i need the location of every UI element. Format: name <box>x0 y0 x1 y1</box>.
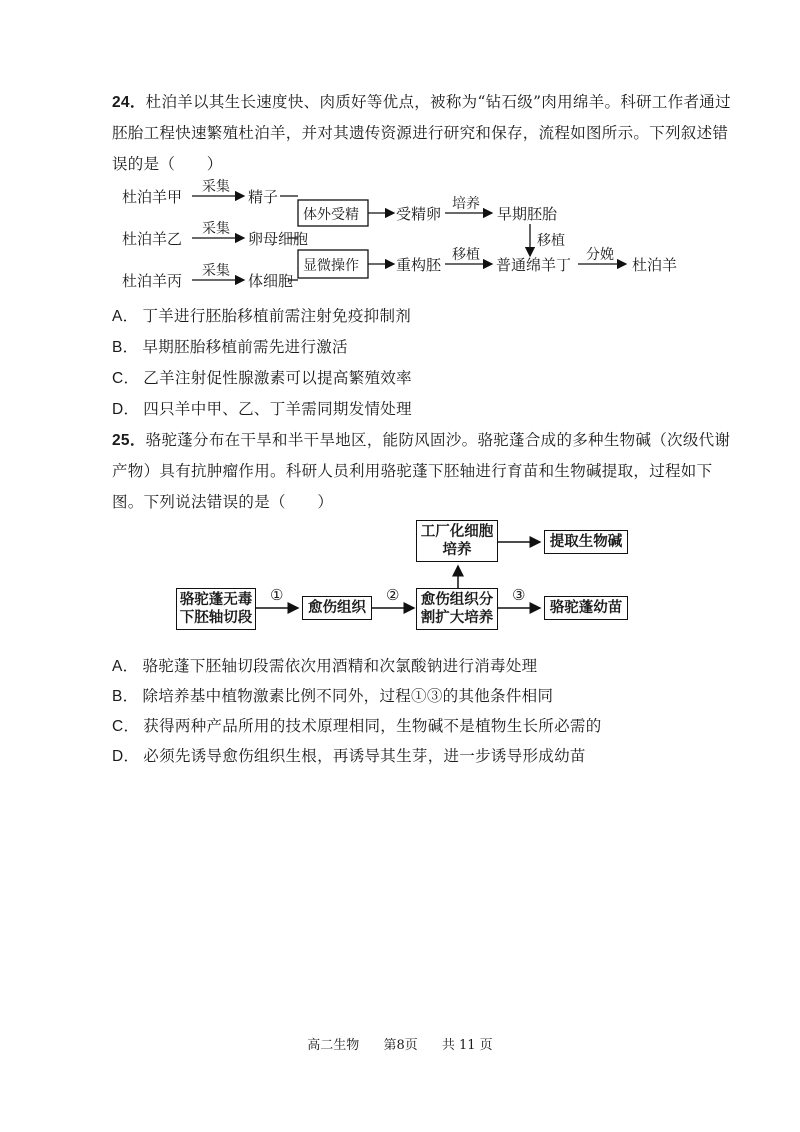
fertilized-egg-label: 受精卵 <box>396 205 442 223</box>
option-text: 除培养基中植物激素比例不同外，过程①③的其他条件相同 <box>142 687 554 705</box>
q25-text-line3: 图。下列说法错误的是（ ） <box>112 493 334 511</box>
transplant-label-vertical: 移植 <box>537 233 565 249</box>
transplant-label-horizontal: 移植 <box>452 247 480 263</box>
collect-label-a: 采集 <box>202 179 230 195</box>
q25-option-d <box>112 744 586 766</box>
collect-label-c: 采集 <box>202 263 230 279</box>
box-line: 工厂化细胞 <box>420 523 494 540</box>
box-line: 下胚轴切段 <box>179 609 253 626</box>
hypocotyl-segment-box <box>176 588 256 630</box>
sheep-a-label: 杜泊羊甲 <box>122 188 183 206</box>
somatic-cell-label: 体细胞 <box>248 272 294 290</box>
callus-box: 愈伤组织 <box>302 596 372 620</box>
sperm-label: 精子 <box>248 188 279 206</box>
q24-text-line2: 胚胎工程快速繁殖杜泊羊，并对其遗传资源进行研究和保存，流程如图所示。下列叙述错 <box>112 124 729 142</box>
step-1-marker: ① <box>270 586 284 604</box>
option-label: C． <box>112 718 140 735</box>
birth-label: 分娩 <box>586 247 614 263</box>
q24-number: 24． <box>112 94 146 111</box>
option-label: B． <box>112 339 139 356</box>
sheep-c-label: 杜泊羊丙 <box>122 272 183 290</box>
collect-label-b: 采集 <box>202 221 230 237</box>
option-label: A． <box>112 658 139 675</box>
box-line: 割扩大培养 <box>420 609 494 626</box>
callus-division-box <box>416 588 498 630</box>
option-label: D． <box>112 748 140 765</box>
option-text: 早期胚胎移植前需先进行激活 <box>142 338 348 356</box>
box-line: 愈伤组织分 <box>420 591 494 608</box>
early-embryo-label: 早期胚胎 <box>497 205 558 223</box>
option-text: 丁羊进行胚胎移植前需注射免疫抑制剂 <box>142 307 412 325</box>
q25-option-a <box>112 654 537 676</box>
q25-text-line2: 产物）具有抗肿瘤作用。科研人员利用骆驼蓬下胚轴进行育苗和生物碱提取，过程如下 <box>112 462 713 480</box>
reconstructed-embryo-label: 重构胚 <box>396 256 442 274</box>
ivf-box-label: 体外受精 <box>303 207 359 223</box>
step-2-marker: ② <box>386 586 400 604</box>
option-label: D． <box>112 401 140 418</box>
footer-subject: 高二生物 <box>307 1038 360 1053</box>
q25-option-b <box>112 684 553 706</box>
oocyte-label: 卵母细胞 <box>248 230 309 248</box>
footer-total-pages: 共 11 页 <box>441 1038 493 1053</box>
option-text: 乙羊注射促性腺激素可以提高繁殖效率 <box>143 369 412 387</box>
q25-option-c <box>112 714 602 736</box>
q24-line1-text: 杜泊羊以其生长速度快、肉质好等优点，被称为“钻石级”肉用绵羊。科研工作者通过 <box>145 93 731 111</box>
option-text: 必须先诱导愈伤组织生根，再诱导其生芽，进一步诱导形成幼苗 <box>143 747 586 765</box>
q25-number: 25． <box>112 432 146 449</box>
box-line: 骆驼蓬无毒 <box>179 591 253 608</box>
culture-label: 培养 <box>452 196 480 212</box>
option-text: 四只羊中甲、乙、丁羊需同期发情处理 <box>143 400 412 418</box>
dorper-sheep-label: 杜泊羊 <box>632 256 678 274</box>
extract-alkaloid-box: 提取生物碱 <box>544 530 628 554</box>
option-label: C． <box>112 370 140 387</box>
micromanipulation-box-label: 显微操作 <box>303 258 359 274</box>
option-text: 骆驼蓬下胚轴切段需依次用酒精和次氯酸钠进行消毒处理 <box>142 657 538 675</box>
q24-text-line3: 误的是（ ） <box>112 155 223 173</box>
step-3-marker: ③ <box>512 586 526 604</box>
sheep-d-label: 普通绵羊丁 <box>496 256 572 274</box>
footer-page-number: 第8页 <box>383 1038 418 1053</box>
seedling-box: 骆驼蓬幼苗 <box>544 596 628 620</box>
option-text: 获得两种产品所用的技术原理相同，生物碱不是植物生长所必需的 <box>143 717 602 735</box>
option-label: B． <box>112 688 139 705</box>
sheep-b-label: 杜泊羊乙 <box>122 230 183 248</box>
factory-cell-culture-box <box>416 520 498 562</box>
q25-line1-text: 骆驼蓬分布在干旱和半干旱地区，能防风固沙。骆驼蓬合成的多种生物碱（次级代谢 <box>145 431 731 449</box>
option-label: A． <box>112 308 139 325</box>
box-line: 培养 <box>442 541 472 558</box>
page-footer <box>0 1034 800 1053</box>
